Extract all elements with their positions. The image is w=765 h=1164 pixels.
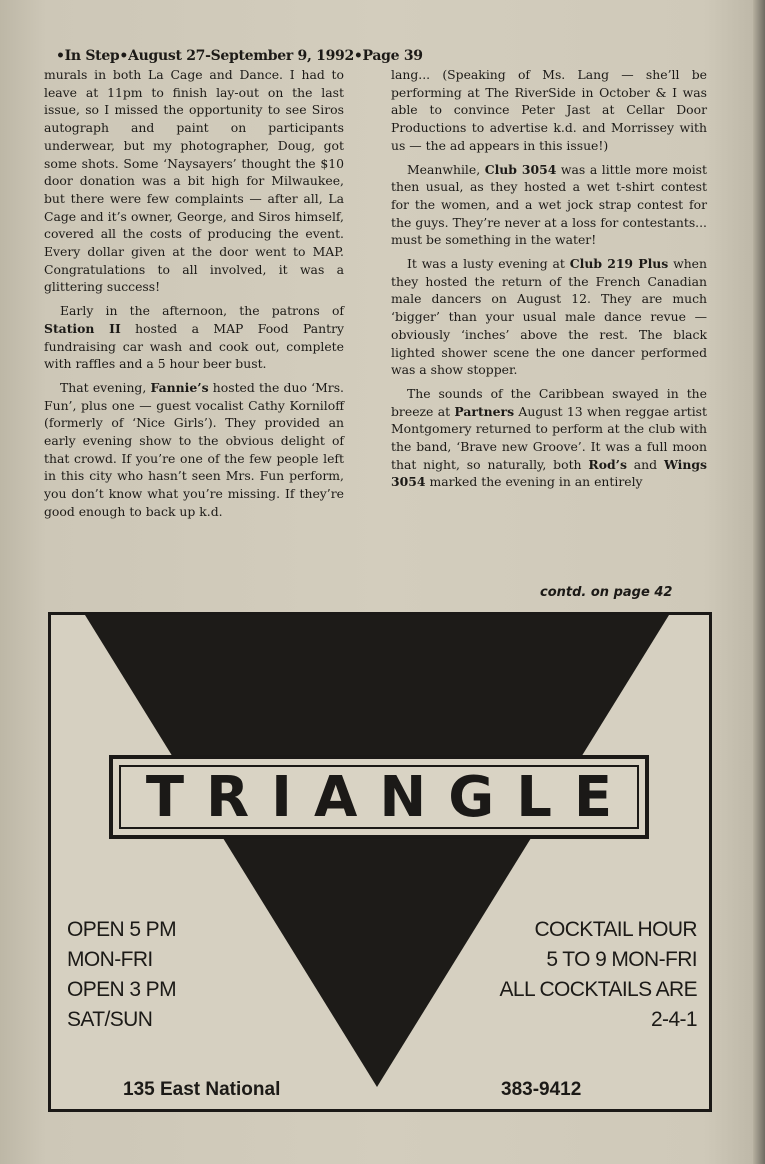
hours-block xyxy=(67,915,176,1035)
left-paragraph-1: murals in both La Cage and Dance. I had to leave at 11pm to finish lay-out on the last issue, so I missed the opportunity to see Siros autograph and paint on participants underwear, but my photographer, Doug, got some shots. Some ‘Naysayers’ thought the $10 door donation was a bit high for Milwaukee, but there were few complaints — after all, La Cage and it’s owner, George, and Siros himself, covered all the costs of producing the event. Every dollar given at the door went to MAP. Congratulations to all involved, it was a glittering success! xyxy=(44,67,344,295)
venue-name: Fannie’s xyxy=(150,379,209,395)
page-header: •In Step•August 27-September 9, 1992•Page 39 xyxy=(56,48,423,64)
ad-phone: 383-9412 xyxy=(501,1079,582,1100)
bar-logo: TRIANGLE xyxy=(145,764,635,830)
venue-name: Partners xyxy=(454,403,515,419)
right-paragraph-3: It was a lusty evening at Club 219 Plus when they hosted the return of the French Canadian male dancers on August 12. They are much ‘bigger’ than your usual male dance revue — obviously ‘inches’ above the rest. The black lighted shower scene the one dancer performed was a show stopper. xyxy=(391,256,707,378)
cocktail-line: ALL COCKTAILS ARE xyxy=(499,978,697,1001)
left-column xyxy=(44,66,344,527)
right-paragraph-1: lang... (Speaking of Ms. Lang — she’ll be performing at The RiverSide in October & I was able to convince Peter Jast at Cellar Door Productions to advertise k.d. and Morrissey with us — the ad appears in this issue!) xyxy=(391,67,707,153)
hours-line: SAT/SUN xyxy=(67,1008,153,1031)
cocktail-line: 5 TO 9 MON-FRI xyxy=(546,948,697,971)
hours-line: OPEN 5 PM xyxy=(67,918,176,941)
ad-address: 135 East National xyxy=(123,1079,281,1100)
cocktail-line: 2-4-1 xyxy=(650,1008,697,1031)
hours-line: MON-FRI xyxy=(67,948,153,971)
cocktail-line: COCKTAIL HOUR xyxy=(534,918,697,941)
venue-name: Wings 3054 xyxy=(391,456,707,490)
left-paragraph-2: Early in the afternoon, the patrons of Station II hosted a MAP Food Pantry fundraising car wash and cook out, complete with raffles and a 5 hour beer bust. xyxy=(44,303,345,372)
venue-name: Station II xyxy=(44,320,121,336)
logo-frame xyxy=(109,755,649,839)
page-edge xyxy=(753,0,765,1164)
right-paragraph-4: The sounds of the Caribbean swayed in the breeze at Partners August 13 when reggae artist Montgomery returned to perform at the club with the band, ‘Brave new Groove’. It was a full moon that night, so naturally, both Rod’s and Wings 3054 marked the evening in an entirely xyxy=(391,385,707,490)
right-paragraph-2: Meanwhile, Club 3054 was a little more moist then usual, as they hosted a wet t-shirt contest for the women, and a wet jock strap contest for the guys. They’re never at a loss for contestants... must be something in the water! xyxy=(391,161,707,248)
continued-note: contd. on page 42 xyxy=(540,585,673,600)
triangle-advertisement xyxy=(48,612,712,1112)
right-column xyxy=(391,66,707,497)
venue-name: Rod’s xyxy=(588,456,627,472)
hours-line: OPEN 3 PM xyxy=(67,978,176,1001)
left-paragraph-3: That evening, Fannie’s hosted the duo ‘Mrs. Fun’, plus one — guest vocalist Cathy Korniloff (formerly of ‘Nice Girls’). They provided an early evening show to the obvious delight of that crowd. If you’re one of the few people left in this city who hasn’t seen Mrs. Fun perform, you don’t know what you’re missing. If they’re good enough to back up k.d. xyxy=(44,379,344,519)
venue-name: Club 219 Plus xyxy=(569,256,669,272)
cocktail-hour-block xyxy=(499,915,697,1035)
venue-name: Club 3054 xyxy=(484,161,557,177)
